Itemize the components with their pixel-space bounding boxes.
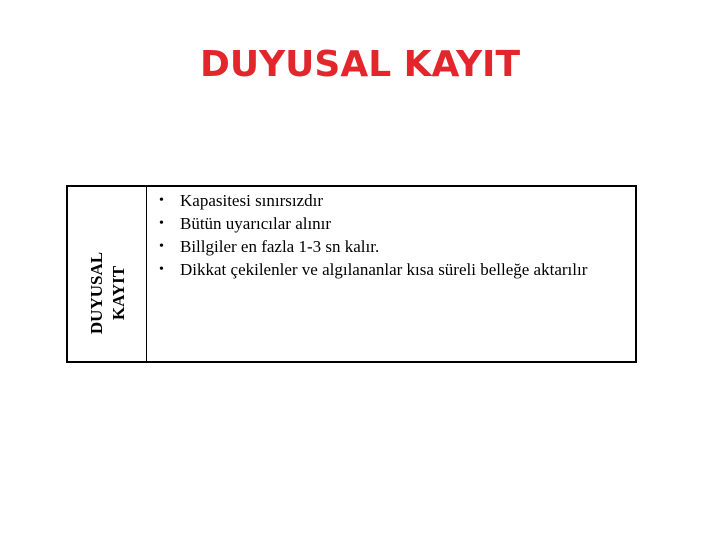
list-item-text: Bütün uyarıcılar alınır bbox=[180, 214, 332, 233]
content-table bbox=[66, 185, 637, 363]
list-item-text: Billgiler en fazla 1-3 sn kalır. bbox=[180, 237, 380, 256]
side-label bbox=[86, 252, 130, 334]
bullet-icon: • bbox=[159, 216, 164, 231]
bullet-icon: • bbox=[159, 193, 164, 208]
bullet-list bbox=[155, 189, 627, 281]
list-item bbox=[155, 212, 627, 235]
side-label-cell bbox=[68, 187, 147, 361]
side-label-line-1: DUYUSAL bbox=[87, 251, 106, 335]
list-item-text: Dikkat çekilenler ve algılananlar kısa süreli belleğe aktarılır bbox=[180, 260, 588, 279]
list-item bbox=[155, 189, 627, 212]
content-cell bbox=[155, 189, 627, 281]
list-item-text: Kapasitesi sınırsızdır bbox=[180, 191, 324, 210]
bullet-icon: • bbox=[159, 239, 164, 254]
list-item bbox=[155, 258, 627, 281]
bullet-icon: • bbox=[159, 262, 164, 277]
slide-title: DUYUSAL KAYIT bbox=[199, 44, 520, 85]
side-label-line-2: KAYIT bbox=[109, 265, 128, 321]
list-item bbox=[155, 235, 627, 258]
